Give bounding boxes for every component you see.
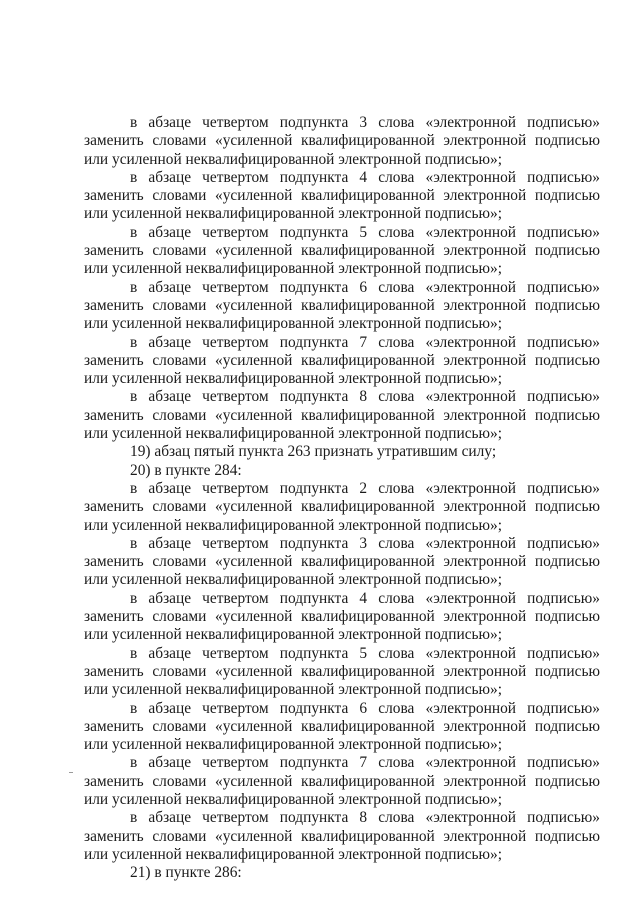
paragraph-amendment: в абзаце четвертом подпункта 8 слова «электронной подписью» заменить словами «усиленной квалифицированной электронной подписью или усиленной неквалифицированной электронной подписью»;	[84, 809, 600, 863]
paragraph-amendment: в абзаце четвертом подпункта 2 слова «электронной подписью» заменить словами «усиленной квалифицированной электронной подписью или усиленной неквалифицированной электронной подписью»;	[84, 479, 600, 534]
paragraph-amendment: в абзаце четвертом подпункта 3 слова «электронной подписью» заменить словами «усиленной квалифицированной электронной подписью или усиленной неквалифицированной электронной подписью»;	[84, 534, 600, 589]
paragraph-amendment: в абзаце четвертом подпункта 5 слова «электронной подписью» заменить словами «усиленной квалифицированной электронной подписью или усиленной неквалифицированной электронной подписью»;	[84, 644, 600, 699]
paragraph-item-21-heading: 21) в пункте 286:	[130, 864, 242, 882]
paragraph-amendment: в абзаце четвертом подпункта 8 слова «электронной подписью» заменить словами «усиленной квалифицированной электронной подписью или усиленной неквалифицированной электронной подписью»;	[84, 388, 600, 443]
paragraph-amendment: в абзаце четвертом подпункта 3 слова «электронной подписью» заменить словами «усиленной квалифицированной электронной подписью или усиленной неквалифицированной электронной подписью»;	[84, 114, 600, 168]
paragraph-item-19: 19) абзац пятый пункта 263 признать утратившим силу;	[130, 443, 497, 461]
paragraph-amendment: в абзаце четвертом подпункта 6 слова «электронной подписью» заменить словами «усиленной квалифицированной электронной подписью или усиленной неквалифицированной электронной подписью»;	[84, 278, 600, 333]
paragraph-amendment: в абзаце четвертом подпункта 5 слова «электронной подписью» заменить словами «усиленной квалифицированной электронной подписью или усиленной неквалифицированной электронной подписью»;	[84, 223, 600, 278]
paragraph-item-20-heading: 20) в пункте 284:	[130, 461, 242, 479]
paragraph-amendment: в абзаце четвертом подпункта 6 слова «электронной подписью» заменить словами «усиленной квалифицированной электронной подписью или усиленной неквалифицированной электронной подписью»;	[84, 699, 600, 754]
paragraph-amendment: в абзаце четвертом подпункта 4 слова «электронной подписью» заменить словами «усиленной квалифицированной электронной подписью или усиленной неквалифицированной электронной подписью»;	[84, 589, 600, 644]
scan-artifact-mark	[69, 772, 73, 773]
paragraph-amendment: в абзаце четвертом подпункта 4 слова «электронной подписью» заменить словами «усиленной квалифицированной электронной подписью или усиленной неквалифицированной электронной подписью»;	[84, 168, 600, 223]
document-page	[84, 114, 600, 882]
paragraph-amendment: в абзаце четвертом подпункта 7 слова «электронной подписью» заменить словами «усиленной квалифицированной электронной подписью или усиленной неквалифицированной электронной подписью»;	[84, 754, 600, 808]
paragraph-amendment: в абзаце четвертом подпункта 7 слова «электронной подписью» заменить словами «усиленной квалифицированной электронной подписью или усиленной неквалифицированной электронной подписью»;	[84, 333, 600, 388]
